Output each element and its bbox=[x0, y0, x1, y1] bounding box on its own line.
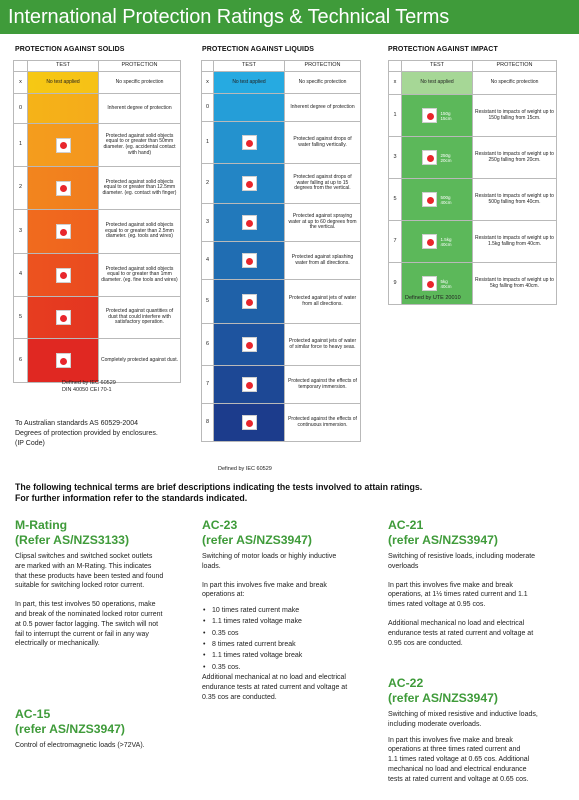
dust-tight-icon bbox=[56, 353, 71, 368]
test-cell bbox=[28, 297, 99, 339]
impact-table bbox=[388, 60, 557, 305]
protection-description: Protected against solid objects equal to or greater than 1mm diameter. (eg. fine tools and wires) bbox=[99, 254, 181, 297]
solids-heading: PROTECTION AGAINST SOLIDS bbox=[15, 46, 125, 53]
wire-icon bbox=[56, 268, 71, 283]
ac-21-operations: In part this involves five make and break operations, at 1½ times rated current and 1.1 times rated voltage at 0.95 cos. bbox=[388, 581, 528, 609]
spray-icon bbox=[242, 215, 257, 230]
test-cell bbox=[214, 324, 285, 366]
test-cell bbox=[28, 94, 99, 124]
ac-23-operations-intro: In part this involves five make and break operations at: bbox=[202, 581, 327, 599]
rating-number: 7 bbox=[389, 221, 402, 263]
liquids-col-protection: PROTECTION bbox=[285, 61, 361, 72]
protection-description: Protected against quantities of dust that could interfere with satisfactory operation. bbox=[99, 297, 181, 339]
aus-note-line3: (IP Code) bbox=[15, 440, 45, 447]
liquids-col-test: TEST bbox=[214, 61, 285, 72]
rating-number: 1 bbox=[389, 95, 402, 137]
impact-weight-icon bbox=[422, 276, 437, 291]
list-item: • 8 times rated current break bbox=[202, 639, 347, 650]
aus-note-line2: Degrees of protection provided by enclosures. bbox=[15, 430, 158, 437]
rating-number: 4 bbox=[14, 254, 28, 297]
protection-description: Protected against solid objects equal to or greater than 2.5mm diameter. (eg. tools and wires) bbox=[99, 210, 181, 254]
test-cell bbox=[214, 72, 285, 94]
intro-line1: The following technical terms are brief descriptions indicating the tests involved to attain ratings. bbox=[15, 482, 423, 492]
ac-22-title: AC-22 (refer AS/NZS3947) bbox=[388, 676, 498, 705]
list-item: • 10 times rated current make bbox=[202, 605, 347, 616]
ac-23-description: Switching of motor loads or highly inductive loads. bbox=[202, 553, 337, 570]
solids-col-num bbox=[14, 61, 28, 72]
table-row bbox=[202, 280, 361, 324]
rating-number: 6 bbox=[14, 339, 28, 383]
table-row bbox=[389, 179, 557, 221]
rating-number: 1 bbox=[14, 124, 28, 167]
ac-15-description: Control of electromagnetic loads (>72VA). bbox=[15, 742, 145, 749]
page-header bbox=[0, 0, 579, 34]
test-label: No test applied bbox=[420, 79, 454, 86]
rating-number: 2 bbox=[202, 164, 214, 204]
protection-description: No specific protection bbox=[99, 72, 181, 94]
protection-description: Resistant to impacts of weight up to 250g falling from 20cm. bbox=[473, 137, 557, 179]
solids-col-test: TEST bbox=[28, 61, 99, 72]
impact-weight-icon bbox=[422, 192, 437, 207]
impact-weight-icon bbox=[422, 108, 437, 123]
page-title: International Protection Ratings & Technical Terms bbox=[8, 6, 450, 28]
protection-description: Protected against drops of water falling at up to 15 degrees from the vertical. bbox=[285, 164, 361, 204]
term-ac-22 bbox=[388, 676, 538, 785]
list-item: • 1.1 times rated voltage break bbox=[202, 650, 347, 661]
rating-number: 0 bbox=[202, 94, 214, 122]
rating-number: x bbox=[202, 72, 214, 94]
protection-description: Protected against the effects of continuous immersion. bbox=[285, 404, 361, 442]
test-cell bbox=[402, 221, 473, 263]
table-row bbox=[14, 339, 181, 383]
test-cell bbox=[214, 204, 285, 242]
rating-number: 1 bbox=[202, 122, 214, 164]
protection-description: No specific protection bbox=[473, 72, 557, 95]
temporary-immersion-icon bbox=[242, 377, 257, 392]
m-rating-title: M-Rating (Refer AS/NZS3133) bbox=[15, 518, 130, 547]
liquids-col-num bbox=[202, 61, 214, 72]
table-row bbox=[202, 404, 361, 442]
protection-description: Resistant to impacts of weight up to 150g falling from 15cm. bbox=[473, 95, 557, 137]
protection-description: Protected against jets of water of similar force to heavy seas. bbox=[285, 324, 361, 366]
impact-col-num bbox=[389, 61, 402, 72]
rating-number: 3 bbox=[389, 137, 402, 179]
protection-description: Protected against splashing water from all directions. bbox=[285, 242, 361, 280]
table-row bbox=[389, 72, 557, 95]
angled-drip-icon bbox=[242, 176, 257, 191]
table-row bbox=[202, 242, 361, 280]
ac-22-operations: In part this involves five make and break operations at three times rated current and 1.1 times rated voltage at 0.65 cos. Additional mechanical no load and electrical endurance tests at rated current and voltage at 0.65 cos. bbox=[388, 736, 530, 783]
table-row bbox=[202, 94, 361, 122]
protection-description: Completely protected against dust. bbox=[99, 339, 181, 383]
test-cell bbox=[214, 94, 285, 122]
ac-23-endurance: Additional mechanical at no load and electrical endurance tests at rated current and voltage at 0.35 cos are conducted. bbox=[202, 673, 348, 701]
term-m-rating bbox=[15, 518, 163, 649]
vertical-drip-icon bbox=[242, 135, 257, 150]
rating-number: 4 bbox=[202, 242, 214, 280]
table-row bbox=[202, 324, 361, 366]
impact-test-label: 1.5kg 40cm bbox=[440, 236, 452, 247]
ac-21-endurance: Additional mechanical no load and electrical endurance tests at rated current and voltage at 0.95 cos are conducted. bbox=[388, 619, 534, 647]
test-cell bbox=[214, 164, 285, 204]
screwdriver-icon bbox=[56, 224, 71, 239]
ac-21-description: Switching of resistive loads, including moderate overloads bbox=[388, 553, 536, 570]
solids-col-protection: PROTECTION bbox=[99, 61, 181, 72]
impact-defined: Defined by UTE 20010 bbox=[405, 295, 461, 301]
intro-line2: For further information refer to the standards indicated. bbox=[15, 493, 248, 503]
protection-description: Protected against solid objects equal to or greater than 12.5mm diameter. (eg. contact with finger) bbox=[99, 167, 181, 210]
test-cell bbox=[28, 124, 99, 167]
table-row bbox=[14, 297, 181, 339]
table-row bbox=[14, 167, 181, 210]
table-row bbox=[389, 137, 557, 179]
rating-number: 7 bbox=[202, 366, 214, 404]
finger-icon bbox=[56, 181, 71, 196]
rating-number: 2 bbox=[14, 167, 28, 210]
table-row bbox=[202, 366, 361, 404]
test-cell bbox=[214, 122, 285, 164]
ac-21-title: AC-21 (refer AS/NZS3947) bbox=[388, 518, 498, 547]
table-row bbox=[202, 204, 361, 242]
rating-number: x bbox=[389, 72, 402, 95]
liquids-defined: Defined by IEC 60529 bbox=[218, 466, 272, 472]
protection-description: No specific protection bbox=[285, 72, 361, 94]
heavy-jet-icon bbox=[242, 337, 257, 352]
test-cell bbox=[28, 210, 99, 254]
impact-weight-icon bbox=[422, 234, 437, 249]
protection-description: Inherent degree of protection bbox=[285, 94, 361, 122]
table-row bbox=[202, 72, 361, 94]
term-ac-21 bbox=[388, 518, 535, 648]
table-row bbox=[14, 124, 181, 167]
m-rating-test-details: In part, this test involves 50 operations, make and break of the nominated locked rotor current at 0.5 power factor lagging. The switch will not fail to interrupt the current or fail in any way electrically or mechanically. bbox=[15, 601, 163, 648]
test-label: No test applied bbox=[46, 78, 80, 85]
test-cell bbox=[402, 137, 473, 179]
rating-number: 3 bbox=[202, 204, 214, 242]
table-row bbox=[14, 94, 181, 124]
aus-standards-note bbox=[15, 419, 158, 449]
test-cell bbox=[214, 366, 285, 404]
aus-note-line1: To Australian standards AS 60529-2004 bbox=[15, 420, 138, 427]
table-row bbox=[389, 221, 557, 263]
ac-22-description: Switching of mixed resistive and inductive loads, including moderate overloads. bbox=[388, 711, 538, 728]
liquids-table bbox=[201, 60, 361, 442]
test-cell bbox=[402, 95, 473, 137]
rating-number: 9 bbox=[389, 263, 402, 305]
test-cell bbox=[214, 242, 285, 280]
test-cell bbox=[214, 280, 285, 324]
test-label: No test applied bbox=[232, 78, 266, 85]
protection-description: Resistant to impacts of weight up to 1.5kg falling from 40cm. bbox=[473, 221, 557, 263]
test-cell bbox=[214, 404, 285, 442]
impact-col-protection: PROTECTION bbox=[473, 61, 557, 72]
solids-defined bbox=[62, 380, 116, 394]
impact-heading: PROTECTION AGAINST IMPACT bbox=[388, 46, 498, 53]
test-cell bbox=[28, 167, 99, 210]
rating-number: 0 bbox=[14, 94, 28, 124]
m-rating-description: Clipsal switches and switched socket outlets are marked with an M-Rating. This indicates that these products have been tested and found suitable for switching locked rotor current. bbox=[15, 553, 164, 590]
rating-number: 5 bbox=[202, 280, 214, 324]
rating-number: 6 bbox=[202, 324, 214, 366]
list-item: • 0.35 cos bbox=[202, 628, 347, 639]
ac-23-operations-list bbox=[202, 605, 347, 673]
test-cell bbox=[402, 72, 473, 95]
technical-terms-intro bbox=[15, 482, 570, 504]
table-row bbox=[202, 122, 361, 164]
table-row bbox=[14, 210, 181, 254]
protection-description: Protected against jets of water from all directions. bbox=[285, 280, 361, 324]
rating-number: x bbox=[14, 72, 28, 94]
rating-number: 5 bbox=[389, 179, 402, 221]
ac-15-title: AC-15 (refer AS/NZS3947) bbox=[15, 707, 125, 736]
list-item: • 1.1 times rated voltage make bbox=[202, 616, 347, 627]
solids-defined-line1: Defined by IEC 60529 bbox=[62, 380, 116, 386]
test-cell bbox=[28, 339, 99, 383]
solids-table bbox=[13, 60, 181, 383]
table-row bbox=[14, 72, 181, 94]
liquids-heading: PROTECTION AGAINST LIQUIDS bbox=[202, 46, 315, 53]
impact-weight-icon bbox=[422, 150, 437, 165]
dust-icon bbox=[56, 310, 71, 325]
jet-icon bbox=[242, 294, 257, 309]
solids-defined-line2: DIN 40050 CEI 70-1 bbox=[62, 387, 112, 393]
protection-description: Protected against solid objects equal to or greater than 50mm diameter. (eg. accidental contact with hand) bbox=[99, 124, 181, 167]
protection-description: Resistant to impacts of weight up to 500g falling from 40cm. bbox=[473, 179, 557, 221]
test-cell bbox=[402, 179, 473, 221]
rating-number: 8 bbox=[202, 404, 214, 442]
table-row bbox=[389, 95, 557, 137]
list-item: • 0.35 cos. bbox=[202, 662, 347, 673]
impact-test-label: 5kg 40cm bbox=[440, 278, 452, 289]
splash-icon bbox=[242, 253, 257, 268]
protection-description: Protected against the effects of temporary immersion. bbox=[285, 366, 361, 404]
rating-number: 3 bbox=[14, 210, 28, 254]
table-row bbox=[14, 254, 181, 297]
impact-test-label: 500g 40cm bbox=[440, 194, 452, 205]
term-ac-23 bbox=[202, 518, 347, 702]
rating-number: 5 bbox=[14, 297, 28, 339]
protection-description: Resistant to impacts of weight up to 5kg falling from 40cm. bbox=[473, 263, 557, 305]
impact-col-test: TEST bbox=[402, 61, 473, 72]
continuous-immersion-icon bbox=[242, 415, 257, 430]
impact-test-label: 250g 20cm bbox=[440, 152, 452, 163]
test-cell bbox=[28, 72, 99, 94]
protection-description: Protected against spraying water at up to 60 degrees from the vertical. bbox=[285, 204, 361, 242]
hand-icon bbox=[56, 138, 71, 153]
protection-description: Protected against drops of water falling vertically. bbox=[285, 122, 361, 164]
test-cell bbox=[28, 254, 99, 297]
ac-23-title: AC-23 (refer AS/NZS3947) bbox=[202, 518, 312, 547]
term-ac-15 bbox=[15, 707, 145, 751]
protection-description: Inherent degree of protection bbox=[99, 94, 181, 124]
impact-test-label: 150g 15cm bbox=[440, 110, 452, 121]
table-row bbox=[202, 164, 361, 204]
